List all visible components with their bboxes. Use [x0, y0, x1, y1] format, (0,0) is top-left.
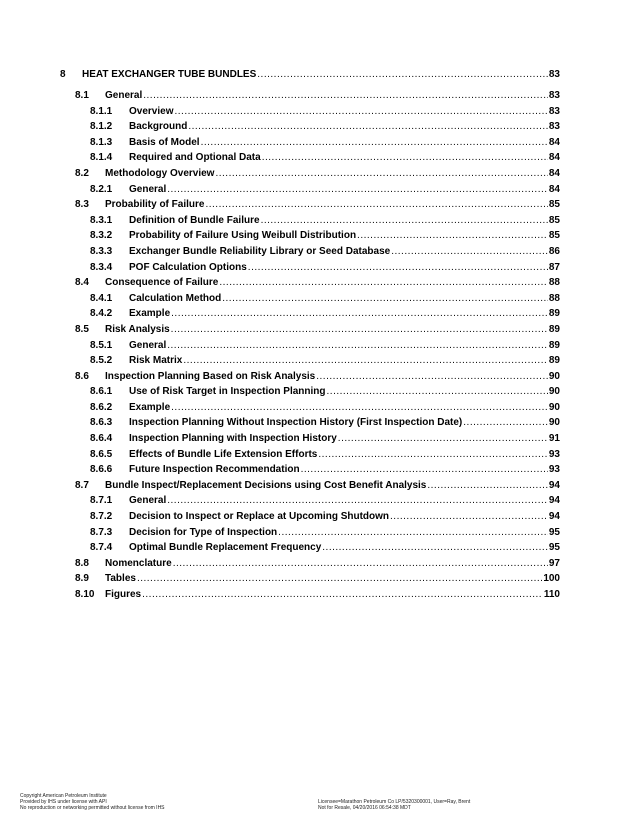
toc-entry-title: Decision to Inspect or Replace at Upcoming Shutdown: [129, 511, 390, 523]
toc-entry-title: Methodology Overview: [105, 167, 215, 179]
toc-leader-dots: [357, 228, 548, 244]
toc-entry-page: 85: [548, 199, 560, 211]
toc-leader-dots: [222, 291, 548, 307]
toc-entry-title: General: [129, 495, 167, 507]
toc-entry-page: 89: [548, 355, 560, 367]
toc-entry-number: 8.6.3: [90, 417, 113, 429]
toc-entry[interactable]: [60, 260, 560, 276]
toc-entry-title: Inspection Planning with Inspection History: [129, 433, 337, 445]
footer-line: Licensee=Marathon Petroleum Co LP/5320300001, User=Ray, Brent: [318, 799, 471, 805]
toc-entry[interactable]: [60, 384, 560, 400]
toc-entry-page: 83: [548, 69, 560, 80]
toc-entry-number: 8.1.1: [90, 105, 113, 117]
toc-leader-dots: [201, 135, 548, 151]
toc-entry[interactable]: [60, 119, 560, 135]
footer-line: No reproduction or networking permitted without license from IHS: [20, 805, 165, 812]
toc-entry-title: Overview: [129, 105, 174, 117]
toc-leader-dots: [219, 275, 548, 291]
toc-leader-dots: [205, 197, 547, 213]
toc-entry-title: Nomenclature: [105, 557, 172, 569]
toc-leader-dots: [183, 353, 548, 369]
toc-entry-number: 8.7: [75, 479, 89, 491]
toc-entry-page: 89: [548, 339, 560, 351]
toc-leader-dots: [171, 306, 548, 322]
toc-entry[interactable]: [60, 135, 560, 151]
toc-entry-number: 8: [60, 69, 66, 80]
toc-entry[interactable]: [60, 447, 560, 463]
toc-leader-dots: [173, 556, 548, 572]
toc-entry-number: 8.7.3: [90, 526, 113, 538]
toc-entry-title: Bundle Inspect/Replacement Decisions using Cost Benefit Analysis: [105, 479, 427, 491]
toc-entry-title: Risk Matrix: [129, 355, 183, 367]
toc-entry[interactable]: [60, 291, 560, 307]
toc-leader-dots: [322, 540, 548, 556]
toc-entry[interactable]: [60, 525, 560, 541]
toc-entry[interactable]: [60, 556, 560, 572]
toc-entry-number: 8.5.1: [90, 339, 113, 351]
toc-entry-page: 86: [548, 245, 560, 257]
toc-entry[interactable]: [60, 104, 560, 120]
toc-entry-title: Example: [129, 308, 171, 320]
toc-entry-title: Future Inspection Recommendation: [129, 464, 300, 476]
toc-leader-dots: [318, 447, 548, 463]
footer-line: Copyright American Petroleum Institute: [20, 793, 107, 799]
toc-entry-page: 84: [548, 167, 560, 179]
toc-entry-number: 8.6.6: [90, 464, 113, 476]
toc-entry-page: 90: [548, 417, 560, 429]
toc-entry-number: 8.3.4: [90, 261, 113, 273]
toc-entry-title: Tables: [105, 573, 136, 585]
toc-entry[interactable]: [60, 400, 560, 416]
toc-entry-number: 8.6.5: [90, 448, 113, 460]
toc-entry-page: 94: [548, 511, 560, 523]
toc-entry-page: 94: [548, 495, 560, 507]
toc-leader-dots: [167, 338, 548, 354]
toc-entry-title: POF Calculation Options: [129, 261, 247, 273]
toc-entry[interactable]: [60, 275, 560, 291]
toc-entry[interactable]: [60, 431, 560, 447]
toc-entry-title: Consequence of Failure: [105, 277, 219, 289]
toc-leader-dots: [262, 150, 548, 166]
toc-leader-dots: [167, 182, 548, 198]
toc-entry-title: Probability of Failure Using Weibull Distribution: [129, 230, 357, 242]
toc-entry-number: 8.1: [75, 90, 89, 101]
toc-entry[interactable]: [60, 213, 560, 229]
toc-leader-dots: [390, 509, 548, 525]
toc-entry-page: 85: [548, 230, 560, 242]
toc-entry-number: 8.3.1: [90, 214, 113, 226]
toc-leader-dots: [327, 384, 548, 400]
toc-entry-number: 8.4: [75, 277, 89, 289]
toc-entry-page: 83: [548, 90, 560, 101]
toc-entry-page: 85: [548, 214, 560, 226]
toc-entry[interactable]: [60, 166, 560, 182]
footer-line: Provided by IHS under license with API: [20, 799, 107, 806]
toc-leader-dots: [215, 166, 547, 182]
toc-entry-title: General: [129, 183, 167, 195]
toc-entry-title: Effects of Bundle Life Extension Efforts: [129, 448, 318, 460]
toc-entry-page: 94: [548, 479, 560, 491]
toc-entry-title: Decision for Type of Inspection: [129, 526, 278, 538]
toc-leader-dots: [171, 322, 548, 338]
toc-entry-title: Use of Risk Target in Inspection Planning: [129, 386, 326, 398]
toc-entry[interactable]: [60, 540, 560, 556]
toc-entry-page: 110: [543, 589, 560, 600]
toc-entry-number: 8.6.2: [90, 401, 113, 413]
toc-entry[interactable]: [60, 509, 560, 525]
toc-entry-title: General: [129, 339, 167, 351]
toc-leader-dots: [301, 462, 548, 478]
toc-entry-title: Definition of Bundle Failure: [129, 214, 260, 226]
toc-entry-number: 8.1.4: [90, 152, 113, 164]
toc-leader-dots: [174, 104, 547, 120]
toc-entry-number: 8.3.2: [90, 230, 113, 242]
toc-entry-number: 8.3: [75, 199, 89, 211]
toc-entry-title: Risk Analysis: [105, 323, 170, 335]
toc-entry-page: 89: [548, 308, 560, 320]
toc-entry-title: Figures: [105, 589, 142, 600]
toc-entry[interactable]: [60, 353, 560, 369]
toc-leader-dots: [391, 244, 548, 260]
toc-leader-dots: [316, 369, 548, 385]
toc-entry-title: Basis of Model: [129, 136, 200, 148]
toc-leader-dots: [137, 571, 542, 587]
toc-entry-number: 8.6.1: [90, 386, 113, 398]
toc-entry-number: 8.6: [75, 370, 89, 382]
toc-entry-number: 8.7.2: [90, 511, 113, 523]
toc-entry-title: Example: [129, 401, 171, 413]
toc-entry-page: 93: [548, 464, 560, 476]
toc-entry[interactable]: [60, 244, 560, 260]
toc-entry-number: 8.1.3: [90, 136, 113, 148]
toc-entry-number: 8.4.1: [90, 292, 113, 304]
toc-entry-page: 93: [548, 448, 560, 460]
toc-entry-title: Calculation Method: [129, 292, 222, 304]
toc-leader-dots: [427, 478, 548, 494]
toc-entry[interactable]: [60, 571, 560, 587]
toc-leader-dots: [257, 66, 548, 84]
toc-entry[interactable]: [60, 66, 560, 84]
toc-entry-page: 90: [548, 370, 560, 382]
toc-entry-number: 8.9: [75, 573, 89, 585]
toc-entry-page: 83: [548, 121, 560, 133]
toc-entry-page: 87: [548, 261, 560, 273]
toc-leader-dots: [171, 400, 548, 416]
toc-entry-number: 8.5: [75, 323, 89, 335]
toc-leader-dots: [188, 119, 548, 135]
toc-entry[interactable]: [60, 88, 560, 104]
license-notice: [318, 799, 470, 811]
toc-entry[interactable]: [60, 322, 560, 338]
toc-entry-page: 97: [548, 557, 560, 569]
toc-entry-number: 8.4.2: [90, 308, 113, 320]
toc-entry-page: 89: [548, 323, 560, 335]
table-of-contents: [60, 66, 560, 603]
toc-entry-title: Inspection Planning Without Inspection History (First Inspection Date): [129, 417, 463, 429]
toc-entry-title: Probability of Failure: [105, 199, 205, 211]
toc-entry-page: 88: [548, 277, 560, 289]
toc-entry[interactable]: [60, 182, 560, 198]
toc-leader-dots: [338, 431, 548, 447]
toc-entry-number: 8.2: [75, 167, 89, 179]
toc-entry-page: 100: [543, 573, 560, 585]
toc-entry[interactable]: [60, 369, 560, 385]
toc-entry-number: 8.3.3: [90, 245, 113, 257]
toc-leader-dots: [167, 493, 548, 509]
toc-entry[interactable]: [60, 306, 560, 322]
copyright-notice: [20, 793, 165, 812]
toc-entry[interactable]: [60, 587, 560, 603]
toc-leader-dots: [143, 88, 548, 104]
toc-entry-number: 8.7.4: [90, 542, 113, 554]
toc-entry-number: 8.7.1: [90, 495, 113, 507]
toc-entry-page: 95: [548, 526, 560, 538]
toc-leader-dots: [248, 260, 548, 276]
toc-entry-page: 95: [548, 542, 560, 554]
toc-entry[interactable]: [60, 478, 560, 494]
toc-entry-page: 84: [548, 183, 560, 195]
toc-entry-page: 83: [548, 105, 560, 117]
toc-leader-dots: [278, 525, 548, 541]
toc-entry-page: 84: [548, 136, 560, 148]
toc-entry-title: HEAT EXCHANGER TUBE BUNDLES: [82, 69, 257, 80]
toc-entry-title: Background: [129, 121, 188, 133]
toc-entry-page: 84: [548, 152, 560, 164]
toc-entry-title: Optimal Bundle Replacement Frequency: [129, 542, 322, 554]
footer-line: Not for Resale, 04/20/2016 06:54:38 MDT: [318, 805, 411, 812]
toc-entry-title: Required and Optional Data: [129, 152, 261, 164]
toc-entry-page: 91: [548, 433, 560, 445]
toc-entry-title: Exchanger Bundle Reliability Library or Seed Database: [129, 245, 391, 257]
toc-entry[interactable]: [60, 415, 560, 431]
toc-leader-dots: [142, 587, 543, 603]
toc-entry-number: 8.2.1: [90, 183, 113, 195]
toc-entry-number: 8.10: [75, 589, 95, 600]
toc-entry-page: 90: [548, 401, 560, 413]
toc-entry-page: 90: [548, 386, 560, 398]
toc-leader-dots: [463, 415, 548, 431]
toc-entry-page: 88: [548, 292, 560, 304]
toc-entry[interactable]: [60, 197, 560, 213]
toc-entry[interactable]: [60, 338, 560, 354]
toc-entry-number: 8.8: [75, 557, 89, 569]
toc-entry-number: 8.5.2: [90, 355, 113, 367]
toc-entry-number: 8.6.4: [90, 433, 113, 445]
toc-leader-dots: [261, 213, 548, 229]
toc-entry[interactable]: [60, 150, 560, 166]
watermark-strip: [596, 480, 602, 570]
toc-entry[interactable]: [60, 462, 560, 478]
toc-entry-title: Inspection Planning Based on Risk Analysis: [105, 370, 316, 382]
toc-entry[interactable]: [60, 493, 560, 509]
toc-entry-number: 8.1.2: [90, 121, 113, 133]
toc-entry[interactable]: [60, 228, 560, 244]
toc-entry-title: General: [105, 90, 143, 101]
